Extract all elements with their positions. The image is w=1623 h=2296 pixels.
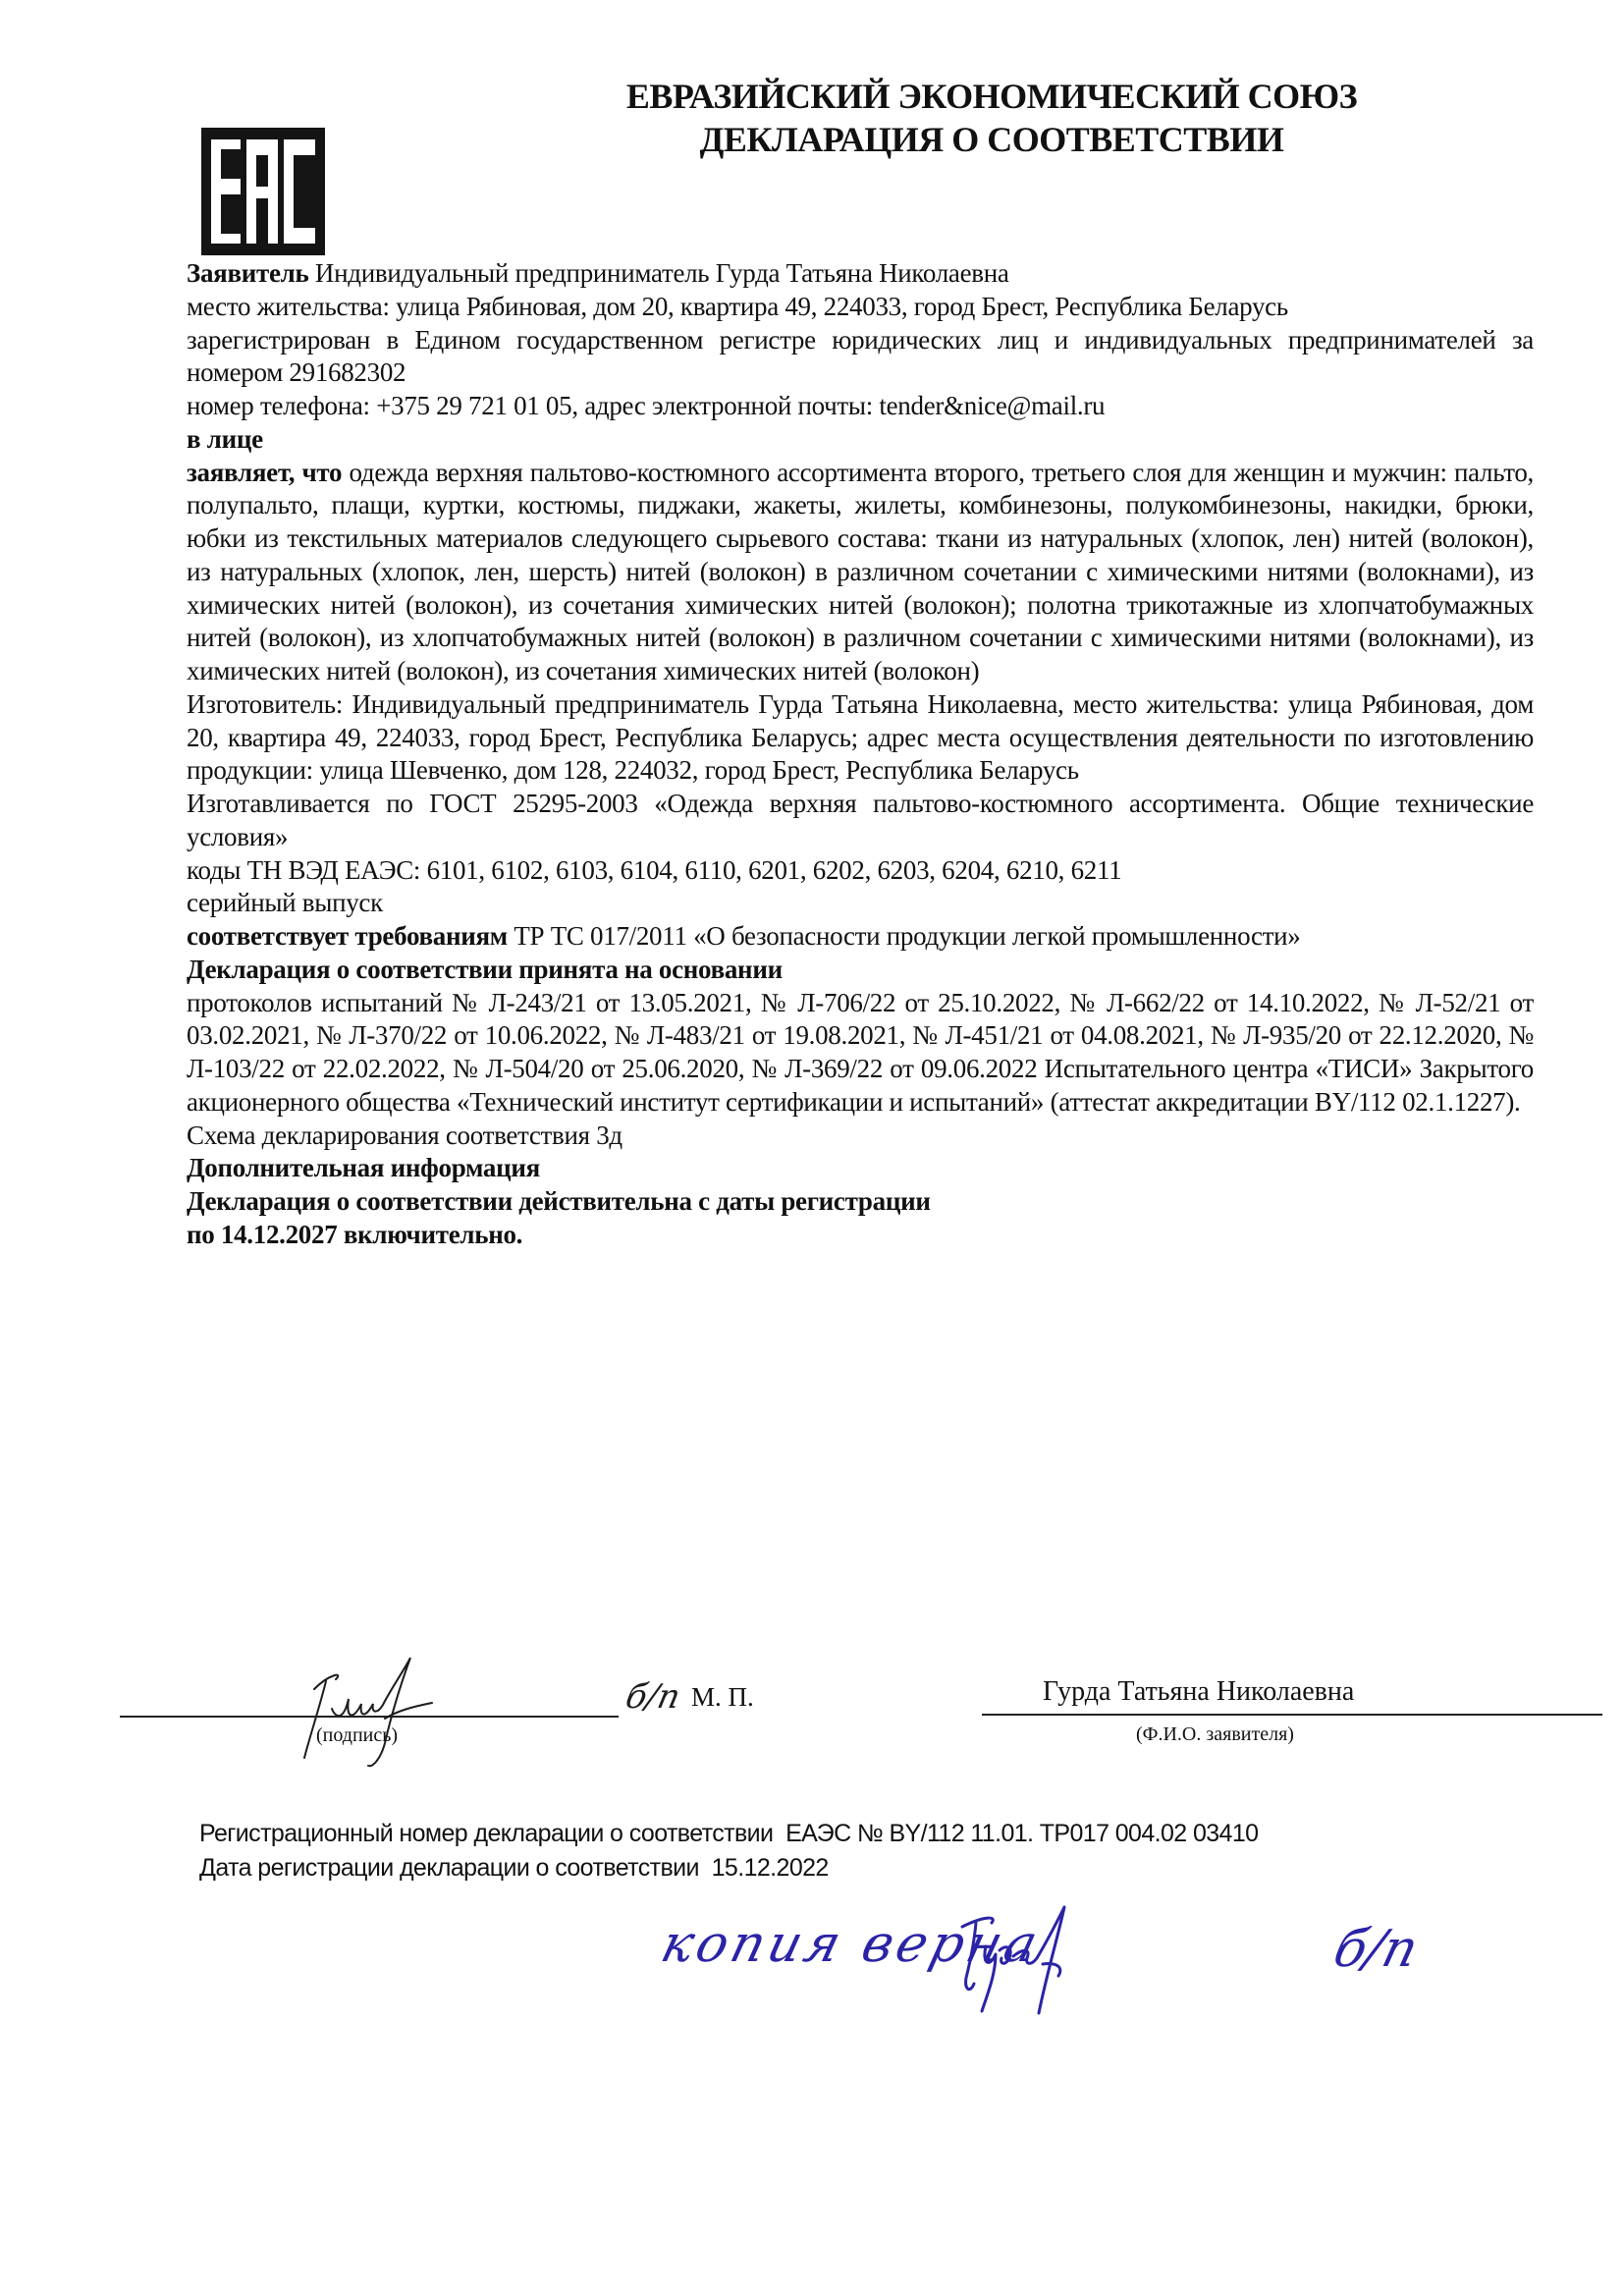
stamp-note-bp: б/п <box>622 1677 684 1717</box>
registration-number-label: Регистрационный номер декларации о соответствии <box>199 1820 774 1847</box>
stamp-label: М. П. <box>691 1682 754 1712</box>
production-type: серийный выпуск <box>187 888 383 918</box>
name-line <box>982 1714 1602 1716</box>
certification-signature <box>952 1895 1109 2023</box>
validity-line1: Декларация о соответствии действительна с даты регистрации <box>187 1186 931 1216</box>
eac-mark-icon <box>201 128 325 255</box>
signature-caption: (подпись) <box>316 1724 399 1746</box>
declaration-body <box>187 257 1534 1252</box>
applicant-label: Заявитель <box>187 258 309 288</box>
applicant-contacts: номер телефона: +375 29 721 01 05, адрес электронной почты: tender&nice@mail.ru <box>187 391 1106 420</box>
applicant-name: Индивидуальный предприниматель Гурда Татьяна Николаевна <box>308 258 1009 288</box>
applicant-printed-name: Гурда Татьяна Николаевна <box>1043 1676 1355 1707</box>
validity-line2: по 14.12.2027 включительно. <box>187 1219 523 1249</box>
declares-label: заявляет, что <box>187 457 343 487</box>
hs-codes: коды ТН ВЭД ЕАЭС: 6101, 6102, 6103, 6104, 6110, 6201, 6202, 6203, 6204, 6210, 6211 <box>187 854 1122 885</box>
additional-heading: Дополнительная информация <box>187 1153 540 1183</box>
conforms-text: ТР ТС 017/2011 «О безопасности продукции легкой промышленности» <box>507 921 1301 951</box>
eac-logo <box>201 128 325 255</box>
registration-date <box>199 1851 1574 1886</box>
scheme: Схема декларирования соответствия 3д <box>187 1120 622 1150</box>
basis-text: протоколов испытаний № Л-243/21 от 13.05.2021, № Л-706/22 от 25.10.2022, № Л-662/22 от 14.10.2022, № Л-52/21 от 03.02.2021, № Л-370/22 от 10.06.2022, № Л-483/21 от 19.08.2021, № Л-451/21 от 04.08.2021, № Л-935/20 от 22.12.2020, № Л-103/22 от 22.02.2022, № Л-504/20 от 25.06.2020, № Л-369/22 от 09.06.2022 Испытательного центра «ТИСИ» Закрытого акционерного общества «Технический институт сертификации и испытаний» (аттестат аккредитации BY/112 02.1.1227). <box>187 987 1534 1117</box>
applicant-signature <box>275 1650 452 1777</box>
basis-heading: Декларация о соответствии принята на основании <box>187 954 783 984</box>
document-title <box>550 75 1434 161</box>
applicant-registry: зарегистрирован в Едином государственном регистре юридических лиц и индивидуальных предпринимателей за номером 291682302 <box>187 324 1534 388</box>
title-declaration: ДЕКЛАРАЦИЯ О СООТВЕТСТВИИ <box>699 120 1284 159</box>
registration-number-value: ЕАЭС № BY/112 11.01. ТР017 004.02 03410 <box>785 1820 1259 1847</box>
conforms-label: соответствует требованиям <box>187 921 508 951</box>
represented-by-label: в лице <box>187 423 263 454</box>
name-caption: (Ф.И.О. заявителя) <box>1136 1723 1294 1745</box>
registration-number <box>199 1817 1574 1851</box>
registration-date-label: Дата регистрации декларации о соответствии <box>199 1854 699 1882</box>
manufacturer: Изготовитель: Индивидуальный предприниматель Гурда Татьяна Николаевна, место жительства: улица Рябиновая, дом 20, квартира 49, 224033, город Брест, Республика Беларусь; адрес места осуществления деятельности по изготовлению продукции: улица Шевченко, дом 128, 224032, город Брест, Республика Беларусь <box>187 688 1534 786</box>
certification-stamp-note-bp: б/п <box>1327 1920 1425 1979</box>
product-text: одежда верхняя пальтово-костюмного ассортимента второго, третьего слоя для женщин и мужчин: пальто, полупальто, плащи, куртки, костюмы, пиджаки, жакеты, жилеты, комбинезоны, полукомбинезоны, накидки, брюки, юбки из текстильных материалов следующего сырьевого состава: ткани из натуральных (хлопок, лен) нитей (волокон), из натуральных (хлопок, лен, шерсть) нитей (волокон) в различном сочетании с химическими нитями (волокнами), из химических нитей (волокон), из сочетания химических нитей (волокон); полотна трикотажные из хлопчатобумажных нитей (волокон), из хлопчатобумажных нитей (волокон) в различном сочетании с химическими нитями (волокнами), из химических нитей (волокон), из сочетания химических нитей (волокон) <box>187 457 1535 685</box>
applicant-residence: место жительства: улица Рябиновая, дом 20, квартира 49, 224033, город Брест, Республика Беларусь <box>187 291 1288 321</box>
registration-date-value: 15.12.2022 <box>711 1854 829 1882</box>
applicant-line <box>187 257 1534 291</box>
title-union: ЕВРАЗИЙСКИЙ ЭКОНОМИЧЕСКИЙ СОЮЗ <box>625 77 1358 116</box>
product-description <box>187 457 1534 688</box>
conformity <box>187 920 1534 954</box>
registration-block <box>199 1817 1574 1886</box>
copy-certification-note: копия верна <box>655 1915 1048 1974</box>
standard: Изготавливается по ГОСТ 25295-2003 «Одежда верхняя пальтово-костюмного ассортимента. Общие технические условия» <box>187 789 1534 851</box>
